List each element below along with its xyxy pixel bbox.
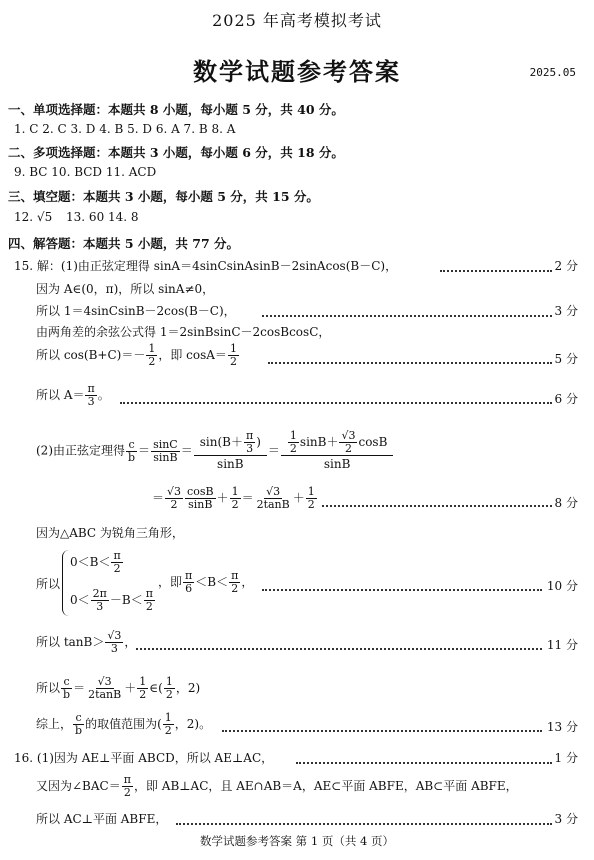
q12-answer: √5 [36,210,53,224]
q16-line-1: 16. (1)因为 AE⊥平面 ABCD，所以 AE⊥AC， [14,751,274,765]
score-label: 3 分 [554,812,578,826]
multi-choice-answers: 9. BC 10. BCD 11. ACD [14,165,157,179]
fraction: $\frac{1}{2}$ [229,342,237,368]
q16-line-3: 所以 AC⊥平面 ABFE， [36,812,168,826]
q15-line-1: 15. 解：(1)由正弦定理得 sinA＝4sinCsinAsinB－2sinAcos(B－C)， [14,259,398,273]
dot-leader [268,362,552,364]
score-label: 10 分 [546,579,578,593]
q13-q14-answers: 13. 60 14. 8 [66,210,139,224]
q15-line-13: 综上， $\frac{c}{b}$ 的取值范围为( $\frac{1}{2}$ ，2)。 [36,711,212,737]
q15-line-6: 所以 A＝ $\frac{\pi}{3}$ 。 [36,382,110,408]
score-label: 1 分 [554,751,578,765]
single-choice-answers: 1. C 2. C 3. D 4. B 5. D 6. A 7. B 8. A [14,122,236,136]
q15-line-5: 所以 cos(B+C)＝－ $\frac{1}{2}$ ，即 cosA＝ $\frac{1}{2}$ [36,342,237,368]
page-footer: 数学试题参考答案 第 1 页（共 4 页） [200,834,394,848]
score-label: 11 分 [546,638,578,652]
section-heading-multi-choice: 二、多项选择题：本题共 3 小题，每小题 6 分，共 18 分。 [8,145,344,160]
dot-leader [136,648,542,650]
q15-line-10-result: ，即 $\frac{\pi}{6}$ ＜B＜ $\frac{\pi}{2}$ ， [158,569,254,595]
score-label: 6 分 [554,392,578,406]
dot-leader [296,762,552,764]
fraction: $\frac{1}{2}$ [148,342,156,368]
q15-part2-line-1: (2)由正弦定理得 $\frac{c}{b}$ ＝ $\frac{\sin C}{\sin B}$ ＝ sin(B＋ $\frac{\pi}{3}$ ) sinB ＝ $\frac{1}{2}$ sinB＋ $\frac{√3}{2}$ cosB sinB [36,430,394,472]
q15-line-10-label: 所以 [36,577,61,591]
fill-blank-answers [14,210,139,224]
score-label: 13 分 [546,720,578,734]
q15-line-2: 因为 A∈(0，π)，所以 sinA≠0， [36,282,215,296]
system-inequality-2: 0＜ $\frac{2\pi}{3}$ －B＜ $\frac{\pi}{2}$ [70,587,153,613]
exam-title: 2025 年高考模拟考试 [212,11,382,30]
section-heading-single-choice: 一、单项选择题：本题共 8 小题，每小题 5 分，共 40 分。 [8,102,344,117]
score-label: 8 分 [554,496,578,510]
q15-line-12: 所以 $\frac{c}{b}$ ＝ $\frac{√3}{2\tan B}$ ＋ $\frac{1}{2}$ ∈( $\frac{1}{2}$ ，2) [36,675,201,701]
section-heading-solutions: 四、解答题：本题共 5 小题，共 77 分。 [8,236,240,251]
section-heading-fill-blank: 三、填空题：本题共 3 小题，每小题 5 分，共 15 分。 [8,189,319,204]
score-label: 3 分 [554,304,578,318]
dot-leader [262,315,552,317]
page-title: 数学试题参考答案 [193,57,401,86]
q15-line-9: 因为△ABC 为锐角三角形， [36,526,184,540]
system-brace [62,550,69,616]
system-inequality-1: 0＜B＜ $\frac{\pi}{2}$ [70,549,121,575]
q16-line-2: 又因为∠BAC＝ $\frac{\pi}{2}$ ，即 AB⊥AC，且 AE∩AB＝A，AE⊂平面 ABFE，AB⊂平面 ABFE， [36,773,518,799]
q15-line-4: 由两角差的余弦公式得 1＝2sinBsinC－2cosBcosC， [36,325,331,339]
dot-leader [222,730,542,732]
dot-leader [120,402,552,404]
q12-label: 12. [14,210,34,224]
score-label: 2 分 [554,259,578,273]
dot-leader [262,589,542,591]
dot-leader [176,823,552,825]
dot-leader [440,270,552,272]
exam-date: 2025.05 [529,66,576,79]
q15-line-11: 所以 tanB＞ $\frac{√3}{3}$ ， [36,629,137,655]
score-label: 5 分 [554,352,578,366]
fraction: $\frac{\pi}{3}$ [87,382,95,408]
dot-leader [322,505,552,507]
q15-part2-line-2: ＝ $\frac{√3}{2}$ $\frac{\cos B}{\sin B}$ ＋ $\frac{1}{2}$ ＝ $\frac{√3}{2\tan B}$ ＋ $\frac{1}{2}$ [152,485,315,511]
q15-line-3: 所以 1＝4sinCsinB－2cos(B－C)， [36,304,236,318]
